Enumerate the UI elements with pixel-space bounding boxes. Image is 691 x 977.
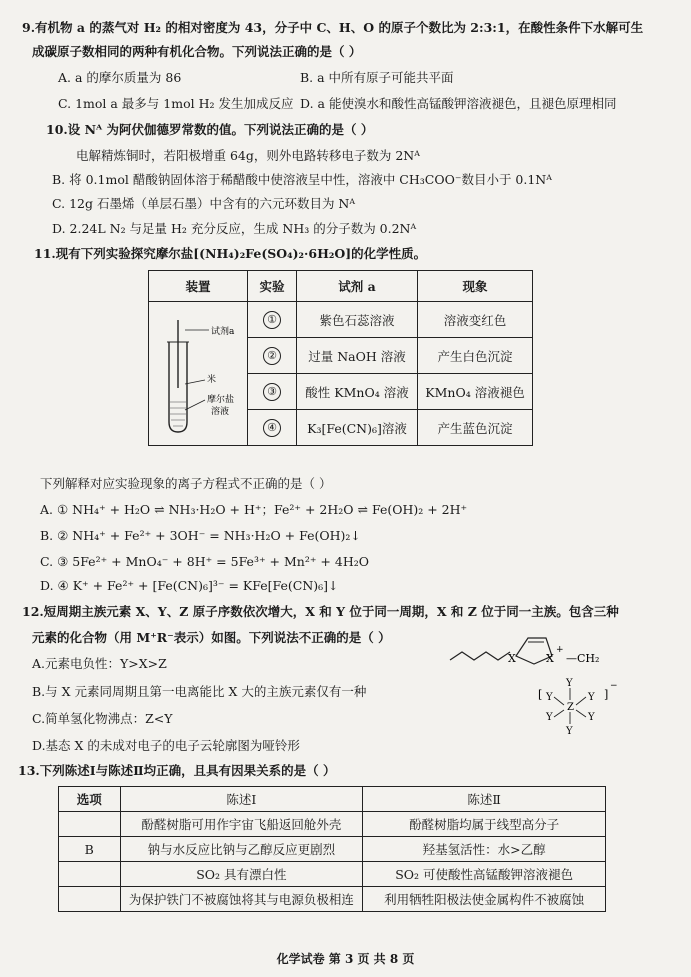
struct-x1: X	[508, 652, 516, 665]
struct-y-left1: Y	[546, 692, 553, 703]
q11-option-c: C. ③ 5Fe²⁺ + MnO₄⁻ + 8H⁺ = 5Fe³⁺ + Mn²⁺ + 4H₂O	[40, 554, 369, 569]
q13-header-s1: 陈述Ⅰ	[120, 787, 363, 812]
struct-ch2: —CH₂	[566, 652, 600, 665]
struct-bracket-right: ]	[604, 688, 609, 701]
q13-table	[58, 786, 606, 912]
struct-z: Z	[567, 702, 574, 713]
q11-header-exp: 实验	[248, 271, 297, 302]
q11-apparatus-cell	[149, 302, 248, 446]
struct-y-top: Y	[566, 678, 573, 689]
q12-option-d: D.基态 X 的未成对电子的电子云轮廓图为哑铃形	[32, 738, 300, 753]
q10-option-c: C. 12g 石墨烯（单层石墨）中含有的六元环数目为 Nᴬ	[52, 196, 356, 211]
q9-stem-line2: 成碳原子数相同的两种有机化合物。下列说法正确的是（ ）	[32, 44, 362, 59]
q13-row3-opt	[59, 862, 121, 887]
q11-row1-reagent: 紫色石蕊溶液	[297, 302, 418, 338]
q11-stem: 11.现有下列实验探究摩尔盐[(NH₄)₂Fe(SO₄)₂·6H₂O]的化学性质。	[34, 246, 427, 261]
tube-label-reagent: 试剂a	[211, 327, 235, 337]
q11-row4-phenomenon: 产生蓝色沉淀	[418, 410, 533, 446]
q11-row4-num: ④	[263, 419, 281, 437]
q9-stem-line1: 9.有机物 a 的蒸气对 H₂ 的相对密度为 43，分子中 C、H、O 的原子个数比为 2:3:1，在酸性条件下水解可生	[22, 20, 644, 35]
q11-row3-phenomenon: KMnO₄ 溶液褪色	[418, 374, 533, 410]
tube-label-sample2: 溶液	[211, 407, 230, 417]
q12-stem-line2: 元素的化合物（用 M⁺R⁻表示）如图。下列说法不正确的是（ ）	[32, 630, 391, 645]
q11-option-d: D. ④ K⁺ + Fe²⁺ + [Fe(CN)₆]³⁻ = KFe[Fe(CN)₆]↓	[40, 578, 339, 593]
q11-ask: 下列解释对应实验现象的离子方程式不正确的是（ ）	[40, 476, 332, 491]
q9-option-a: A. a 的摩尔质量为 86	[58, 70, 182, 85]
q13-row1-s2: 酚醛树脂均属于线型高分子	[363, 812, 606, 837]
q11-option-a: A. ① NH₄⁺ + H₂O ⇌ NH₃·H₂O + H⁺；Fe²⁺ + 2H₂O ⇌ Fe(OH)₂ + 2H⁺	[40, 502, 468, 517]
q11-row3-reagent: 酸性 KMnO₄ 溶液	[297, 374, 418, 410]
q10-option-b: B. 将 0.1mol 醋酸钠固体溶于稀醋酸中使溶液呈中性，溶液中 CH₃COO⁻数目小于 0.1Nᴬ	[52, 172, 552, 187]
q12-option-a: A.元素电负性：Y>X>Z	[32, 656, 167, 671]
q12-structure-diagram	[448, 630, 648, 740]
page-footer: 化学试卷 第 3 页 共 8 页	[276, 952, 415, 966]
q12-stem-line1: 12.短周期主族元素 X、Y、Z 原子序数依次增大，X 和 Y 位于同一周期，X 和 Z 位于同一主族。包含三种	[22, 604, 619, 619]
q11-row2-reagent: 过量 NaOH 溶液	[297, 338, 418, 374]
q11-row1-phenomenon: 溶液变红色	[418, 302, 533, 338]
q11-row2-num: ②	[263, 347, 281, 365]
q12-option-b: B.与 X 元素同周期且第一电离能比 X 大的主族元素仅有一种	[32, 684, 367, 699]
q13-row1-s1: 酚醛树脂可用作宇宙飞船返回舱外壳	[120, 812, 363, 837]
q9-option-d: D. a 能使溴水和酸性高锰酸钾溶液褪色，且褪色原理相同	[300, 96, 617, 111]
q13-header-option: 选项	[59, 787, 121, 812]
struct-plus: +	[556, 645, 564, 655]
struct-minus: −	[610, 681, 618, 691]
q13-row2-s1: 钠与水反应比钠与乙醇反应更剧烈	[120, 837, 363, 862]
q11-header-reagent: 试剂 a	[297, 271, 418, 302]
tube-label-mark: 米	[207, 375, 217, 385]
struct-y-bottom: Y	[566, 726, 573, 737]
struct-y-right2: Y	[588, 712, 595, 723]
q13-row4-s2: 利用牺牲阳极法使金属构件不被腐蚀	[363, 887, 606, 912]
struct-bracket-left: [	[538, 688, 543, 701]
q13-row4-s1: 为保护铁门不被腐蚀将其与电源负极相连	[120, 887, 363, 912]
q10-option-a: 电解精炼铜时，若阳极增重 64g，则外电路转移电子数为 2Nᴬ	[76, 148, 420, 163]
q13-row2-opt: B	[59, 837, 121, 862]
struct-y-left2: Y	[546, 712, 553, 723]
q13-row2-s2: 羟基氢活性：水>乙醇	[363, 837, 606, 862]
q11-table	[148, 270, 533, 446]
q13-row4-opt	[59, 887, 121, 912]
q12-option-c: C.简单氢化物沸点：Z<Y	[32, 711, 173, 726]
test-tube-diagram	[149, 302, 247, 442]
q11-header-phenomenon: 现象	[418, 271, 533, 302]
q13-row1-opt	[59, 812, 121, 837]
q10-stem: 10.设 Nᴬ 为阿伏伽德罗常数的值。下列说法正确的是（ ）	[46, 122, 374, 137]
q11-row4-reagent: K₃[Fe(CN)₆]溶液	[297, 410, 418, 446]
q11-row2-phenomenon: 产生白色沉淀	[418, 338, 533, 374]
q9-option-c: C. 1mol a 最多与 1mol H₂ 发生加成反应	[58, 96, 294, 111]
q13-row3-s2: SO₂ 可使酸性高锰酸钾溶液褪色	[363, 862, 606, 887]
q11-row1-num: ①	[263, 311, 281, 329]
q9-option-b: B. a 中所有原子可能共平面	[300, 70, 454, 85]
tube-label-sample1: 摩尔盐	[207, 395, 235, 405]
struct-x2: X	[546, 652, 554, 665]
struct-y-right1: Y	[588, 692, 595, 703]
q11-header-apparatus: 装置	[149, 271, 248, 302]
q13-header-s2: 陈述Ⅱ	[363, 787, 606, 812]
q11-row3-num: ③	[263, 383, 281, 401]
q13-stem: 13.下列陈述Ⅰ与陈述Ⅱ均正确，且具有因果关系的是（ ）	[18, 763, 336, 778]
q13-row3-s1: SO₂ 具有漂白性	[120, 862, 363, 887]
q11-option-b: B. ② NH₄⁺ + Fe²⁺ + 3OH⁻ = NH₃·H₂O + Fe(OH)₂↓	[40, 528, 361, 543]
q10-option-d: D. 2.24L N₂ 与足量 H₂ 充分反应，生成 NH₃ 的分子数为 0.2Nᴬ	[52, 221, 417, 236]
